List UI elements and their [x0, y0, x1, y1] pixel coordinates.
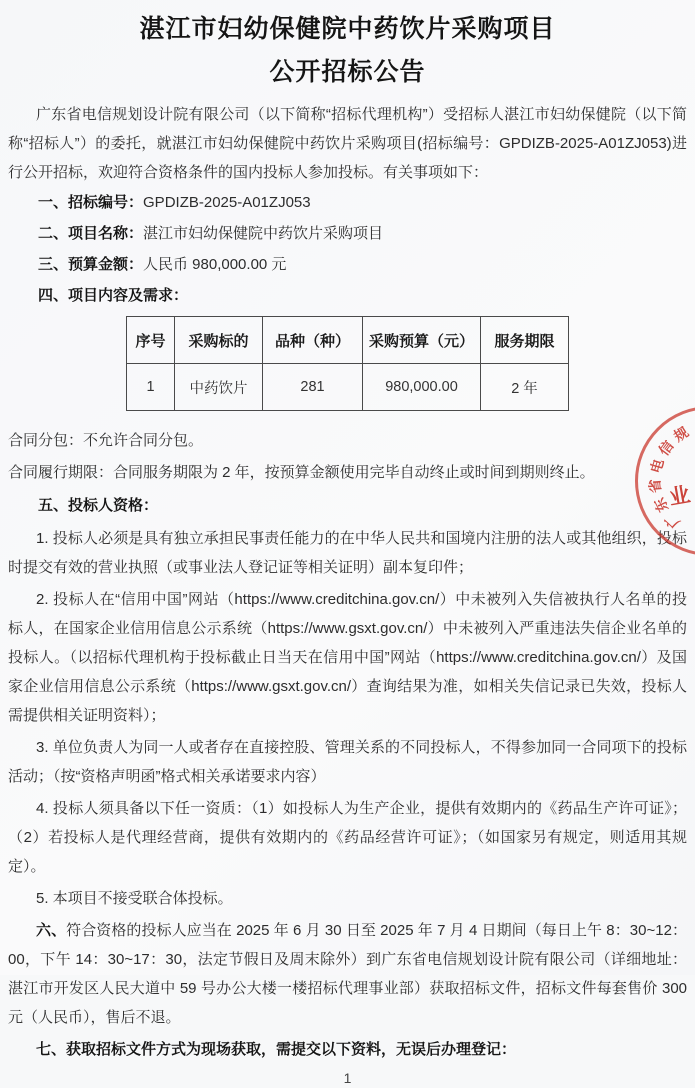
qualification-item-5: 5. 本项目不接受联合体投标。: [36, 890, 233, 907]
page-title: 湛江市妇幼保健院中药饮片采购项目: [139, 15, 556, 43]
item-tender-number: [8, 187, 687, 218]
item-budget-label: 三、预算金额：: [38, 256, 144, 273]
section4-heading: 四、项目内容及需求：: [38, 287, 189, 304]
seal-arc-char: 规: [670, 423, 692, 445]
seal-arc-char: 广: [661, 510, 683, 532]
header-cell-seq: 序号: [127, 317, 175, 364]
seal-arc-char: 东: [650, 495, 672, 515]
section6-label: 六、: [36, 922, 67, 939]
item-tender-number-label: 一、招标编号：: [38, 194, 144, 211]
table-header-row: [127, 317, 569, 364]
qualification-item-2: 2. 投标人在“信用中国”网站（https://www.creditchina.gov.cn/）中未被列入失信被执行人名单的投标人，在国家企业信用信息公示系统（https://www.gsxt.gov.cn/）中未被列入严重违法失信企业名单的投标人。（以招标代理机构于投标截止日当天在信用中国”网站（https://www.creditchina.gov.cn/）及国家企业信用信息公示系统（https://www.gsxt.gov.cn/）查询结果为准，如相关失信记录已失效，投标人需提供相关证明资料）；: [8, 591, 687, 724]
header-cell-service-period: 服务期限: [481, 317, 569, 364]
page-subtitle: 公开招标公告: [269, 58, 426, 86]
seal-arc-char: 信: [655, 437, 677, 459]
qualification-item-4: 4. 投标人须具备以下任一资质：（1）如投标人为生产企业，提供有效期内的《药品生产许可证》；（2）若投标人是代理经营商，提供有效期内的《药品经营许可证》；（如国家另有规定，则适用其规定）。: [8, 800, 687, 875]
procurement-table: [126, 316, 569, 411]
header-cell-budget: 采购预算（元）: [363, 317, 481, 364]
section6-text: 符合资格的投标人应当在 2025 年 6 月 30 日至 2025 年 7 月 4 日期间（每日上午 8：30~12：00，下午 14：30~17：30，法定节假日及周末除外）到广东省电信规划设计院有限公司（详细地址：湛江市开发区人民大道中 59 号办公大楼一楼招标代理事业部）获取招标文件，招标文件每套售价 300 元（人民币），售后不退。: [8, 922, 687, 1026]
header-cell-subject: 采购标的: [175, 317, 263, 364]
contract-duration-line: 合同履行期限：合同服务期限为 2 年，按预算金额使用完毕自动终止或时间到期则终止。: [8, 464, 595, 481]
seal-arc-char: 电: [647, 457, 667, 475]
table-row: [127, 364, 569, 411]
item-project-name: [8, 218, 687, 249]
item-tender-number-value: GPDIZB-2025-A01ZJ053: [143, 194, 311, 211]
section5-heading: 五、投标人资格：: [38, 497, 159, 514]
table-cell-varieties: 281: [263, 364, 363, 411]
contract-subcontract-line: 合同分包：不允许合同分包。: [8, 432, 204, 449]
item-budget: [8, 249, 687, 280]
intro-paragraph: 广东省电信规划设计院有限公司（以下简称“招标代理机构”）受招标人湛江市妇幼保健院（以下简称“招标人”）的委托，就湛江市妇幼保健院中药饮片采购项目(招标编号：GPDIZB-2025-A01ZJ053)进行公开招标，欢迎符合资格条件的国内投标人参加投标。有关事项如下：: [8, 106, 687, 181]
qualification-item-3: 3. 单位负责人为同一人或者存在直接控股、管理关系的不同投标人，不得参加同一合同项下的投标活动；（按“资格声明函”格式相关承诺要求内容）: [8, 739, 687, 785]
item-budget-value: 人民币 980,000.00 元: [143, 256, 287, 273]
table-cell-seq: 1: [127, 364, 175, 411]
header-cell-varieties: 品种（种）: [263, 317, 363, 364]
section6-paragraph: [8, 916, 687, 1032]
seal-arc-char: 省: [646, 478, 664, 494]
seal-inner-char: 业: [667, 483, 693, 510]
item-project-name-label: 二、项目名称：: [38, 225, 144, 242]
table-cell-service-period: 2 年: [481, 364, 569, 411]
table-cell-subject: 中药饮片: [175, 364, 263, 411]
table-cell-budget: 980,000.00: [363, 364, 481, 411]
official-seal: [635, 406, 695, 556]
section7-heading: 七、获取招标文件方式为现场获取，需提交以下资料，无误后办理登记：: [36, 1041, 517, 1058]
page-number: 1: [343, 1070, 352, 1086]
qualification-item-1: 1. 投标人必须是具有独立承担民事责任能力的在中华人民共和国境内注册的法人或其他组织，投标时提交有效的营业执照（或事业法人登记证等相关证明）副本复印件；: [8, 530, 687, 576]
item-project-name-value: 湛江市妇幼保健院中药饮片采购项目: [143, 225, 384, 242]
